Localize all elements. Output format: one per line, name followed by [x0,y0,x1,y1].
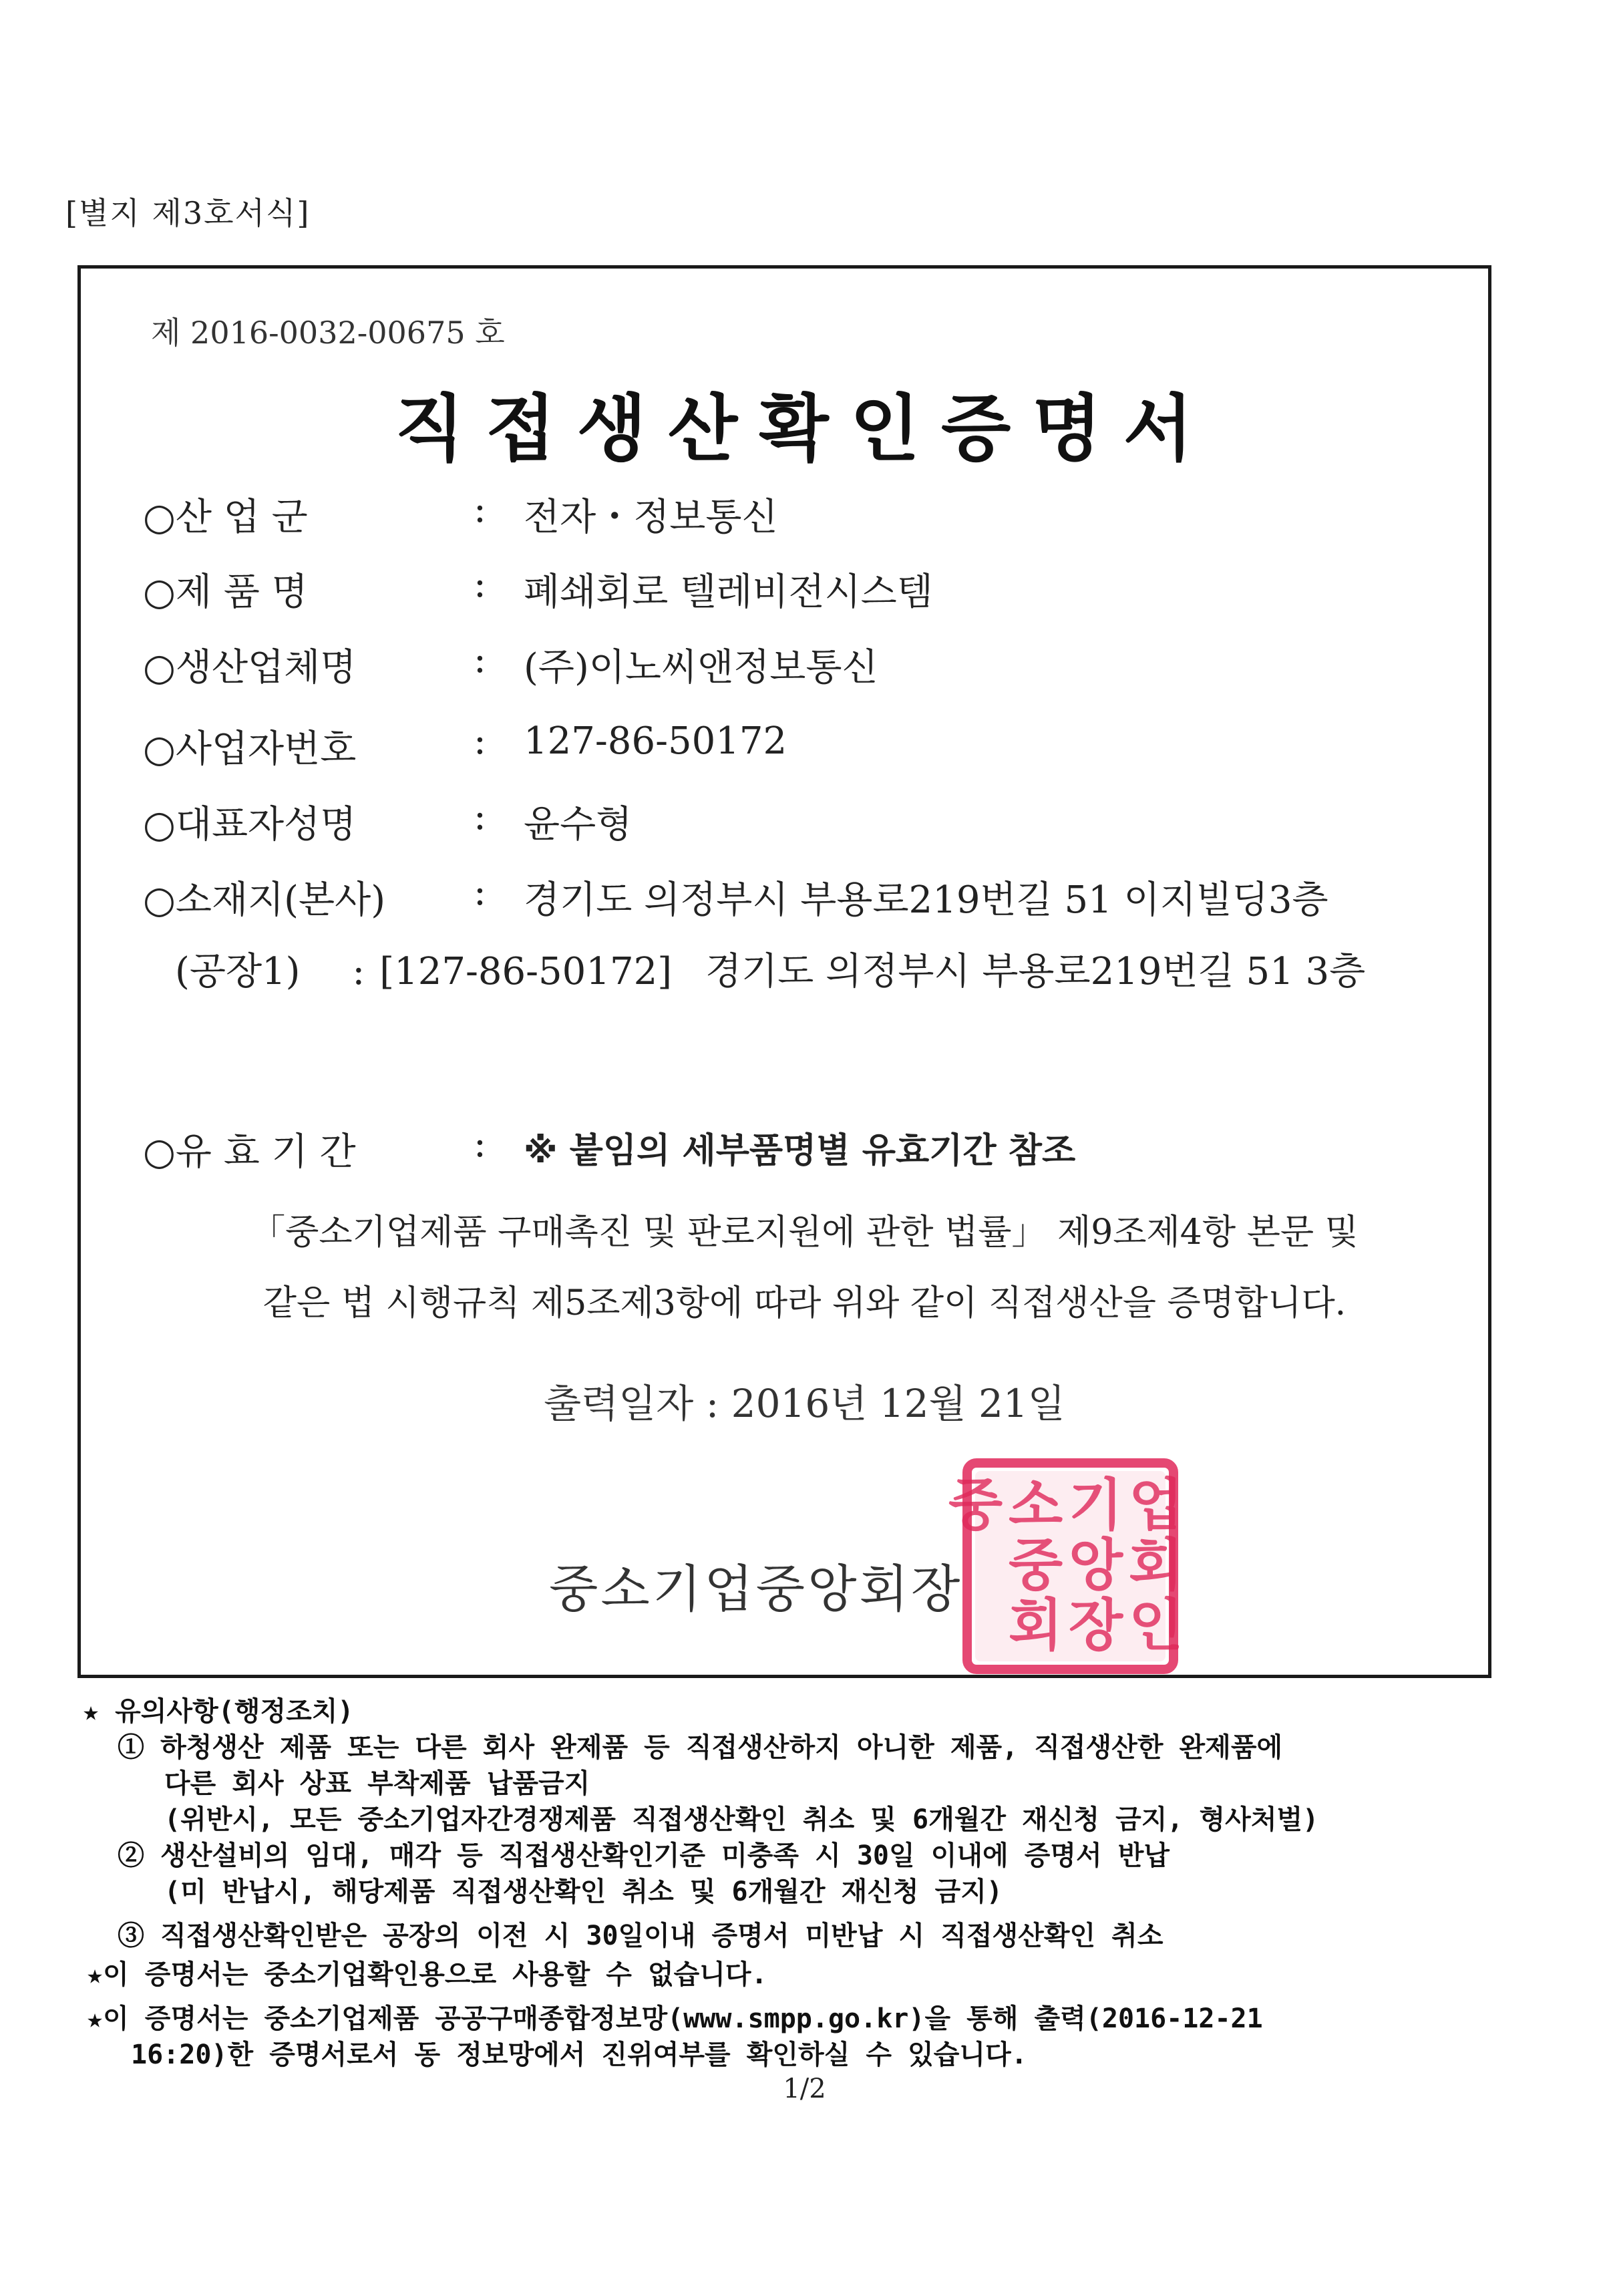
svg-text:회: 회 [1129,1532,1184,1598]
svg-text:기: 기 [1069,1472,1123,1538]
svg-text:인: 인 [1129,1593,1184,1658]
field-value: 윤수형 [524,803,633,846]
field-colon: : [474,870,486,914]
field-colon: : [474,1122,486,1166]
svg-text:업: 업 [1129,1472,1184,1538]
field-label: ○대표자성명 [143,803,357,846]
note-line: (위반시, 모든 중소기업자간경쟁제품 직접생산확인 취소 및 6개월간 재신청 금지, 형사처벌) [164,1804,1319,1835]
field-colon: : [474,562,486,606]
field-value: 127-86-50172 [524,719,787,763]
official-seal [948,1458,1184,1675]
field-colon: : [474,795,486,838]
field-colon: : [474,638,486,681]
field-value: 전자・정보통신 [524,496,778,539]
svg-text:중: 중 [1009,1532,1063,1598]
field-label: ○제 품 명 [143,570,308,614]
svg-text:앙: 앙 [1069,1532,1123,1598]
body-text-line: 「중소기업제품 구매촉진 및 판로지원에 관한 법률」 제9조제4항 본문 및 [250,1212,1359,1253]
form-tag: [별지 제3호서식] [65,195,311,231]
page-number: 1/2 [783,2074,826,2104]
note-line: 16:20)한 증명서로서 동 정보망에서 진위여부를 확인하실 수 있습니다. [131,2039,1027,2070]
body-text-line: 같은 법 시행규칙 제5조제3항에 따라 위와 같이 직접생산을 증명합니다. [262,1283,1347,1323]
svg-text:중: 중 [948,1472,1003,1538]
field-label: ○유 효 기 간 [143,1130,356,1174]
factory-line [175,942,1365,995]
svg-text:회: 회 [1009,1593,1063,1658]
note-line: ★이 증명서는 중소기업제품 공공구매종합정보망(www.smpp.go.kr)을 통해 출력(2016-12-21 [87,2003,1263,2034]
factory-label: (공장1) [175,950,301,993]
note-line: 다른 회사 상표 부착제품 납품금지 [164,1768,590,1799]
notes-header: ★ 유의사항(행정조치) [83,1696,354,1727]
field-value: 폐쇄회로 텔레비전시스템 [524,570,933,614]
certificate-title: 직접생산확인증명서 [395,387,1214,471]
note-line: ② 생산설비의 임대, 매각 등 직접생산확인기준 미충족 시 30일 이내에 증명서 반납 [118,1840,1170,1871]
field-value: 경기도 의정부시 부용로219번길 51 이지빌딩3층 [524,878,1328,922]
note-line: ① 하청생산 제품 또는 다른 회사 완제품 등 직접생산하지 아니한 제품, 직접생산한 완제품에 [118,1732,1283,1763]
note-line: ③ 직접생산확인받은 공장의 이전 시 30일이내 증명서 미반납 시 직접생산확인 취소 [118,1921,1164,1951]
field-label: ○사업자번호 [143,727,357,771]
field-label: ○산 업 군 [143,496,308,539]
certificate-number: 제 2016-0032-00675 호 [151,315,505,351]
svg-text:소: 소 [1009,1472,1063,1538]
field-value: (주)이노씨앤정보통신 [524,646,878,689]
field-colon: : [474,488,486,531]
factory-number: [127-86-50172] [379,950,673,993]
note-line: (미 반납시, 해당제품 직접생산확인 취소 및 6개월간 재신청 금지) [164,1876,1003,1907]
factory-address: 경기도 의정부시 부용로219번길 51 3층 [705,950,1366,993]
issuer-name: 중소기업중앙회장 [549,1559,963,1619]
field-colon: : [474,719,486,763]
svg-text:장: 장 [1069,1593,1123,1658]
validity-value: ※ 붙임의 세부품명별 유효기간 참조 [524,1131,1076,1171]
factory-colon: : [352,950,365,993]
field-label: ○소재지(본사) [143,878,386,922]
issue-date: 출력일자 : 2016년 12월 21일 [544,1381,1065,1426]
field-label: ○생산업체명 [143,646,357,689]
note-line: ★이 증명서는 중소기업확인용으로 사용할 수 없습니다. [87,1959,767,1990]
